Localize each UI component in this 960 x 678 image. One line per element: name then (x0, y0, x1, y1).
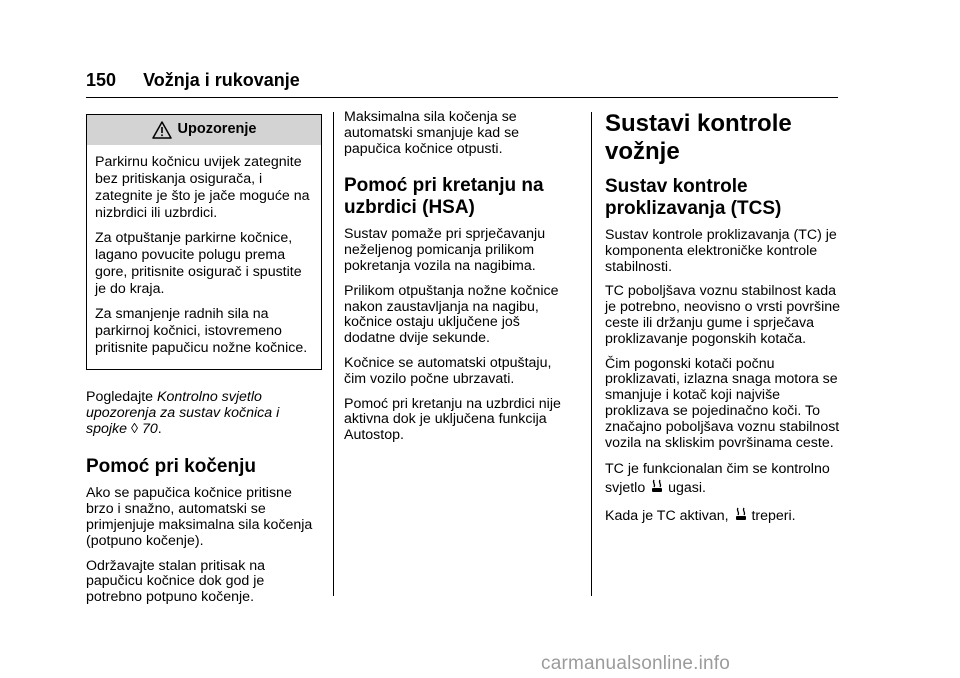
warning-header (87, 115, 321, 145)
tcs-active-text-pre: Kada je TC aktivan, (605, 508, 729, 525)
hsa-paragraph: Kočnice se automatski otpuštaju, čim vozilo počne ubrzavati. (344, 354, 552, 387)
tcs-heading: Sustav kontrole proklizavanja (TCS) (605, 176, 782, 219)
main-heading: Sustavi kontrole vožnje (605, 110, 792, 165)
tcs-paragraph: Čim pogonski kotači počnu proklizavati, izlazna snaga motora se smanjuje i kotač koji najviše proklizava se pojedinačno koči. To značajno poboljšava voznu stabilnost vozila na skliskim površinama ceste. (605, 355, 840, 451)
column-2 (344, 110, 572, 453)
tcs-indicator-text-pre: TC je funkcionalan čim se kontrolno svjetlo (605, 461, 830, 497)
page-number: 150 (86, 70, 117, 90)
ref-suffix: . (157, 420, 162, 437)
tcs-paragraph: Sustav kontrole proklizavanja (TC) je komponenta elektroničke kontrole stabilnosti. (605, 227, 837, 275)
header-rule (86, 97, 838, 98)
hsa-paragraph: Prilikom otpuštanja nožne kočnice nakon zaustavljanja na nagibu, kočnice ostaju uključene još dodatne dvije sekunde. (344, 282, 559, 347)
warning-paragraph: Parkirnu kočnicu uvijek zategnite bez pritiskanja osigurača, i zategnite je što je jače moguće na nizbrdici ili uzbrdici. (95, 154, 310, 221)
warning-box (86, 114, 322, 370)
ref-prefix: Pogledajte (86, 389, 157, 405)
intro-paragraph: Maksimalna sila kočenja se automatski smanjuje kad se papučica kočnice otpusti. (344, 109, 520, 157)
tcs-active-text-post: treperi. (751, 508, 796, 525)
warning-triangle-icon (152, 120, 172, 140)
ref-link[interactable]: Kontrolno svjetlo upozorenja za sustav kočnica i spojke (86, 389, 280, 437)
tcs-indicator-paragraph (605, 460, 841, 498)
column-divider-2 (591, 112, 592, 596)
cross-reference (86, 390, 322, 437)
warning-title: Upozorenje (177, 121, 257, 138)
hsa-heading: Pomoć pri kretanju na uzbrdici (HSA) (344, 175, 544, 219)
tcs-paragraph: TC poboljšava voznu stabilnost kada je potrebno, neovisno o vrsti površine ceste ili držanju gume i sprječava proklizavanje pogonskih kotača. (605, 283, 841, 347)
page-ref-arrow-icon: ◊ (130, 420, 138, 437)
column-divider-1 (333, 112, 334, 596)
section-title: Vožnja i rukovanje (143, 70, 300, 90)
traction-control-icon (651, 479, 663, 493)
brake-assist-paragraph: Ako se papučica kočnice pritisne brzo i snažno, automatski se primjenjuje maksimalna sila kočenja (potpuno kočenje). (86, 485, 313, 549)
hsa-paragraph: Pomoć pri kretanju na uzbrdici nije aktivna dok je uključena funkcija Autostop. (344, 395, 561, 444)
watermark: carmanualsonline.info (541, 653, 731, 674)
warning-body (87, 145, 321, 369)
tcs-indicator-text-post: ugasi. (668, 480, 706, 497)
brake-assist-paragraph: Održavajte stalan pritisak na papučicu kočnice dok god je potrebno potpuno kočenje. (86, 557, 266, 606)
column-1 (86, 110, 322, 615)
brake-assist-heading: Pomoć pri kočenju (86, 456, 256, 478)
hsa-paragraph: Sustav pomaže pri sprječavanju neželjenog pomicanja prilikom pokretanja vozila na nagibima. (344, 226, 546, 274)
traction-control-icon (735, 507, 747, 521)
page-header (86, 70, 300, 91)
warning-paragraph: Za otpuštanje parkirne kočnice, lagano povucite polugu prema gore, pritisnite osigurač i spustite je do kraja. (95, 230, 302, 297)
column-3 (605, 110, 841, 534)
tcs-active-paragraph (605, 507, 841, 525)
ref-page[interactable]: 70 (141, 420, 158, 437)
warning-paragraph: Za smanjenje radnih sila na parkirnoj kočnici, istovremeno pritisnite papučicu nožne kočnice. (95, 306, 308, 356)
